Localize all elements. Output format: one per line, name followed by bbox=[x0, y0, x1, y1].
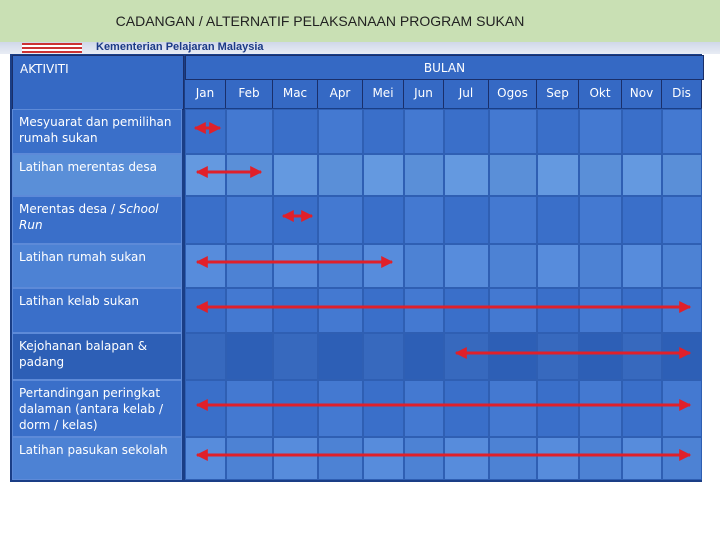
schedule-cell bbox=[537, 380, 579, 437]
schedule-cell bbox=[489, 154, 537, 196]
month-header-sep: Sep bbox=[537, 80, 579, 108]
month-header-feb: Feb bbox=[226, 80, 273, 108]
activity-label: Latihan merentas desa bbox=[12, 154, 182, 196]
schedule-cell bbox=[537, 154, 579, 196]
schedule-cell bbox=[537, 437, 579, 480]
schedule-cell bbox=[662, 333, 702, 380]
schedule-cell bbox=[662, 196, 702, 244]
schedule-cell bbox=[226, 380, 273, 437]
schedule-cell bbox=[662, 109, 702, 154]
schedule-cell bbox=[579, 196, 622, 244]
activity-label bbox=[12, 196, 182, 244]
month-header-jul: Jul bbox=[444, 80, 489, 108]
schedule-cell bbox=[444, 109, 489, 154]
month-group-header bbox=[185, 55, 704, 80]
schedule-cell bbox=[404, 109, 444, 154]
schedule-cell bbox=[537, 196, 579, 244]
schedule-cell bbox=[579, 437, 622, 480]
month-header-okt: Okt bbox=[579, 80, 622, 108]
schedule-cell bbox=[404, 380, 444, 437]
ministry-banner bbox=[0, 42, 720, 54]
schedule-cell bbox=[273, 333, 318, 380]
schedule-cell bbox=[622, 109, 662, 154]
schedule-cell bbox=[363, 109, 404, 154]
activity-label-italic: School Run bbox=[19, 202, 159, 232]
schedule-cell bbox=[662, 437, 702, 480]
schedule-cell bbox=[226, 109, 273, 154]
schedule-cell bbox=[537, 333, 579, 380]
schedule-cell bbox=[404, 244, 444, 288]
schedule-cell bbox=[318, 288, 363, 333]
schedule-cell bbox=[318, 109, 363, 154]
schedule-cell bbox=[318, 244, 363, 288]
schedule-cell bbox=[662, 288, 702, 333]
activity-label: Pertandingan peringkat dalaman (antara kelab / dorm / kelas) bbox=[12, 380, 182, 437]
schedule-cell bbox=[226, 154, 273, 196]
schedule-cell bbox=[622, 288, 662, 333]
schedule-cell bbox=[489, 196, 537, 244]
schedule-cell bbox=[537, 109, 579, 154]
schedule-cell bbox=[444, 154, 489, 196]
schedule-cell bbox=[622, 154, 662, 196]
schedule-cell bbox=[185, 288, 226, 333]
schedule-cell bbox=[185, 196, 226, 244]
schedule-cell bbox=[363, 244, 404, 288]
schedule-cell bbox=[185, 109, 226, 154]
schedule-cell bbox=[537, 244, 579, 288]
schedule-cell bbox=[226, 244, 273, 288]
activity-header-label: AKTIVITI bbox=[20, 62, 69, 76]
schedule-cell bbox=[579, 333, 622, 380]
schedule-cell bbox=[489, 333, 537, 380]
schedule-cell bbox=[662, 244, 702, 288]
schedule-cell bbox=[185, 380, 226, 437]
schedule-cell bbox=[489, 380, 537, 437]
schedule-cell bbox=[622, 333, 662, 380]
schedule-cell bbox=[273, 109, 318, 154]
schedule-cell bbox=[318, 333, 363, 380]
schedule-cell bbox=[185, 333, 226, 380]
schedule-cell bbox=[226, 196, 273, 244]
schedule-cell bbox=[489, 244, 537, 288]
activity-label: Mesyuarat dan pemilihan rumah sukan bbox=[12, 109, 182, 154]
schedule-cell bbox=[579, 109, 622, 154]
month-header-nov: Nov bbox=[622, 80, 662, 108]
schedule-cell bbox=[404, 196, 444, 244]
schedule-cell bbox=[318, 154, 363, 196]
schedule-cell bbox=[363, 288, 404, 333]
schedule-cell bbox=[622, 380, 662, 437]
schedule-cell bbox=[622, 244, 662, 288]
activity-label: Latihan kelab sukan bbox=[12, 288, 182, 333]
activity-column-header bbox=[12, 55, 184, 110]
schedule-cell bbox=[404, 437, 444, 480]
schedule-cell bbox=[363, 437, 404, 480]
schedule-cell bbox=[537, 288, 579, 333]
schedule-cell bbox=[662, 380, 702, 437]
schedule-cell bbox=[579, 154, 622, 196]
schedule-cell bbox=[622, 196, 662, 244]
schedule-cell bbox=[185, 244, 226, 288]
schedule-cell bbox=[489, 288, 537, 333]
schedule-cell bbox=[273, 437, 318, 480]
schedule-cell bbox=[489, 437, 537, 480]
schedule-cell bbox=[579, 288, 622, 333]
month-header-apr: Apr bbox=[318, 80, 363, 108]
month-header-label: BULAN bbox=[423, 60, 466, 75]
schedule-cell bbox=[622, 437, 662, 480]
schedule-cell bbox=[318, 380, 363, 437]
activity-label-main: Merentas desa / bbox=[19, 202, 119, 216]
schedule-cell bbox=[273, 154, 318, 196]
activity-label: Latihan rumah sukan bbox=[12, 244, 182, 288]
schedule-cell bbox=[226, 333, 273, 380]
schedule-cell bbox=[489, 109, 537, 154]
activity-label: Kejohanan balapan & padang bbox=[12, 333, 182, 380]
schedule-cell bbox=[363, 196, 404, 244]
schedule-cell bbox=[363, 333, 404, 380]
schedule-cell bbox=[662, 154, 702, 196]
schedule-cell bbox=[273, 288, 318, 333]
schedule-cell bbox=[226, 288, 273, 333]
schedule-cell bbox=[444, 437, 489, 480]
month-header-mac: Mac bbox=[273, 80, 318, 108]
ministry-name: Kementerian Pelajaran Malaysia bbox=[96, 41, 264, 53]
schedule-cell bbox=[444, 288, 489, 333]
schedule-cell bbox=[318, 196, 363, 244]
schedule-cell bbox=[444, 380, 489, 437]
malaysia-flag-icon bbox=[22, 43, 82, 53]
slide-title: CADANGAN / ALTERNATIF PELAKSANAAN PROGRAM SUKAN bbox=[115, 13, 525, 29]
schedule-cell bbox=[444, 196, 489, 244]
schedule-cell bbox=[404, 154, 444, 196]
schedule-cell bbox=[273, 244, 318, 288]
schedule-cell bbox=[363, 154, 404, 196]
month-header-jan: Jan bbox=[185, 80, 226, 108]
schedule-cell bbox=[444, 244, 489, 288]
schedule-cell bbox=[273, 196, 318, 244]
month-header-ogos: Ogos bbox=[489, 80, 537, 108]
schedule-cell bbox=[579, 380, 622, 437]
schedule-cell bbox=[444, 333, 489, 380]
month-header-dis: Dis bbox=[662, 80, 702, 108]
schedule-cell bbox=[404, 333, 444, 380]
schedule-cell bbox=[318, 437, 363, 480]
month-header-jun: Jun bbox=[404, 80, 444, 108]
schedule-cell bbox=[579, 244, 622, 288]
schedule-cell bbox=[273, 380, 318, 437]
month-header-mei: Mei bbox=[363, 80, 404, 108]
schedule-cell bbox=[185, 154, 226, 196]
activity-label: Latihan pasukan sekolah bbox=[12, 437, 182, 480]
schedule-cell bbox=[404, 288, 444, 333]
schedule-cell bbox=[185, 437, 226, 480]
schedule-cell bbox=[226, 437, 273, 480]
slide-title-bar bbox=[0, 0, 720, 42]
schedule-cell bbox=[363, 380, 404, 437]
